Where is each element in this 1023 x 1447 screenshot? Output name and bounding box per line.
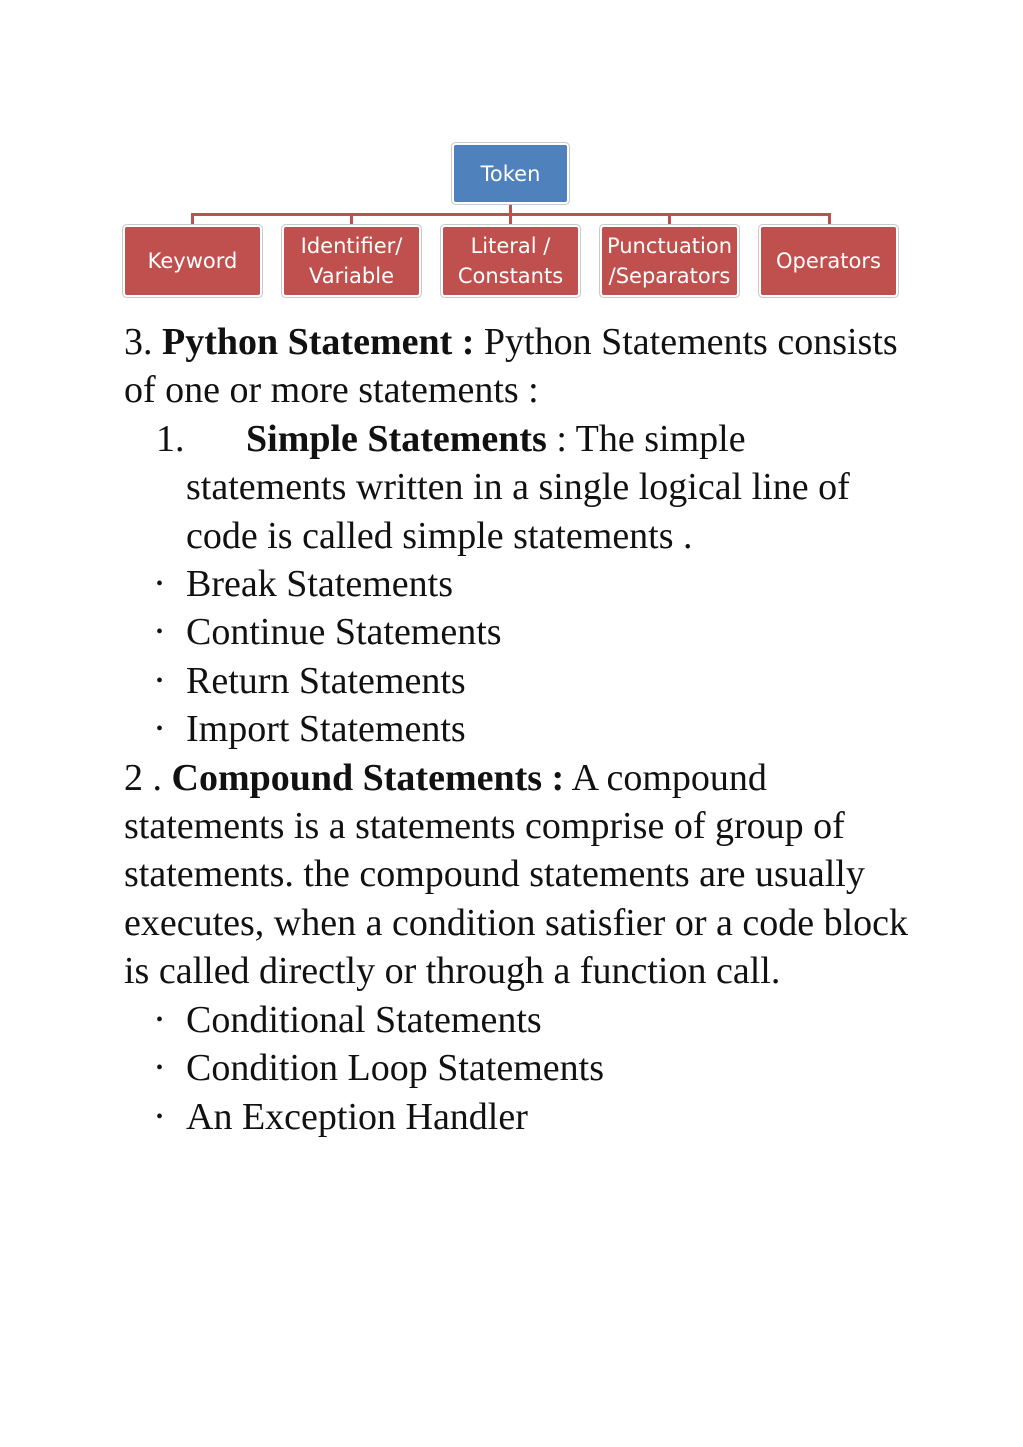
compound-statements-text: A compound statements is a statements comprise of group of statements. the compound statements are usually executes, when a condition satisfier or a code block is called directly or through a function call. <box>124 756 908 993</box>
bullet-icon: • <box>156 1105 164 1128</box>
list-item <box>124 657 914 705</box>
bullet-icon: • <box>156 1057 164 1080</box>
node-keyword: Keyword <box>125 227 260 295</box>
simple-statements-text: : The simple statements written in a single logical line of code is called simple statements . <box>186 417 850 557</box>
token-diagram <box>0 0 1023 310</box>
node-token: Token <box>454 145 567 202</box>
section-3-number: 3. <box>124 321 153 363</box>
section-3-text: Python Statements consists of one or more statements : <box>124 321 898 412</box>
bullet-icon: • <box>156 621 164 644</box>
simple-statements-heading: Simple Statements <box>246 417 547 460</box>
list-item <box>124 1044 914 1092</box>
connector-punctuation <box>668 213 671 227</box>
node-literal-constants: Literal / Constants <box>443 227 578 295</box>
list-item <box>124 1093 914 1141</box>
section-3-heading: Python Statement : <box>162 321 475 363</box>
simple-statements-number: 1. <box>156 417 185 460</box>
list-item-text: An Exception Handler <box>186 1095 528 1138</box>
list-item <box>124 560 914 608</box>
connector-literal <box>509 213 512 227</box>
list-item-text: Break Statements <box>186 563 453 606</box>
list-item-text: Return Statements <box>186 659 466 702</box>
document-body <box>124 318 914 1141</box>
node-punctuation-separators: Punctuation /Separators <box>602 227 737 295</box>
compound-statements-heading: Compound Statements : <box>171 756 565 799</box>
list-item-text: Continue Statements <box>186 611 502 654</box>
node-operators: Operators <box>761 227 896 295</box>
compound-statements-paragraph <box>124 754 914 996</box>
bullet-icon: • <box>156 1008 164 1031</box>
list-item <box>124 996 914 1044</box>
bullet-icon: • <box>156 573 164 596</box>
list-item-text: Condition Loop Statements <box>186 1047 604 1090</box>
connector-identifier <box>350 213 353 227</box>
list-item-text: Import Statements <box>186 708 466 751</box>
connector-operators <box>828 213 831 227</box>
simple-statements-paragraph <box>124 415 914 560</box>
node-identifier-variable: Identifier/ Variable <box>284 227 419 295</box>
list-item <box>124 705 914 753</box>
connector-keyword <box>191 213 194 227</box>
compound-statements-number: 2 . <box>124 756 162 799</box>
list-item <box>124 608 914 656</box>
bullet-icon: • <box>156 669 164 692</box>
list-item-text: Conditional Statements <box>186 998 542 1041</box>
section-3-paragraph <box>124 318 914 415</box>
bullet-icon: • <box>156 718 164 741</box>
